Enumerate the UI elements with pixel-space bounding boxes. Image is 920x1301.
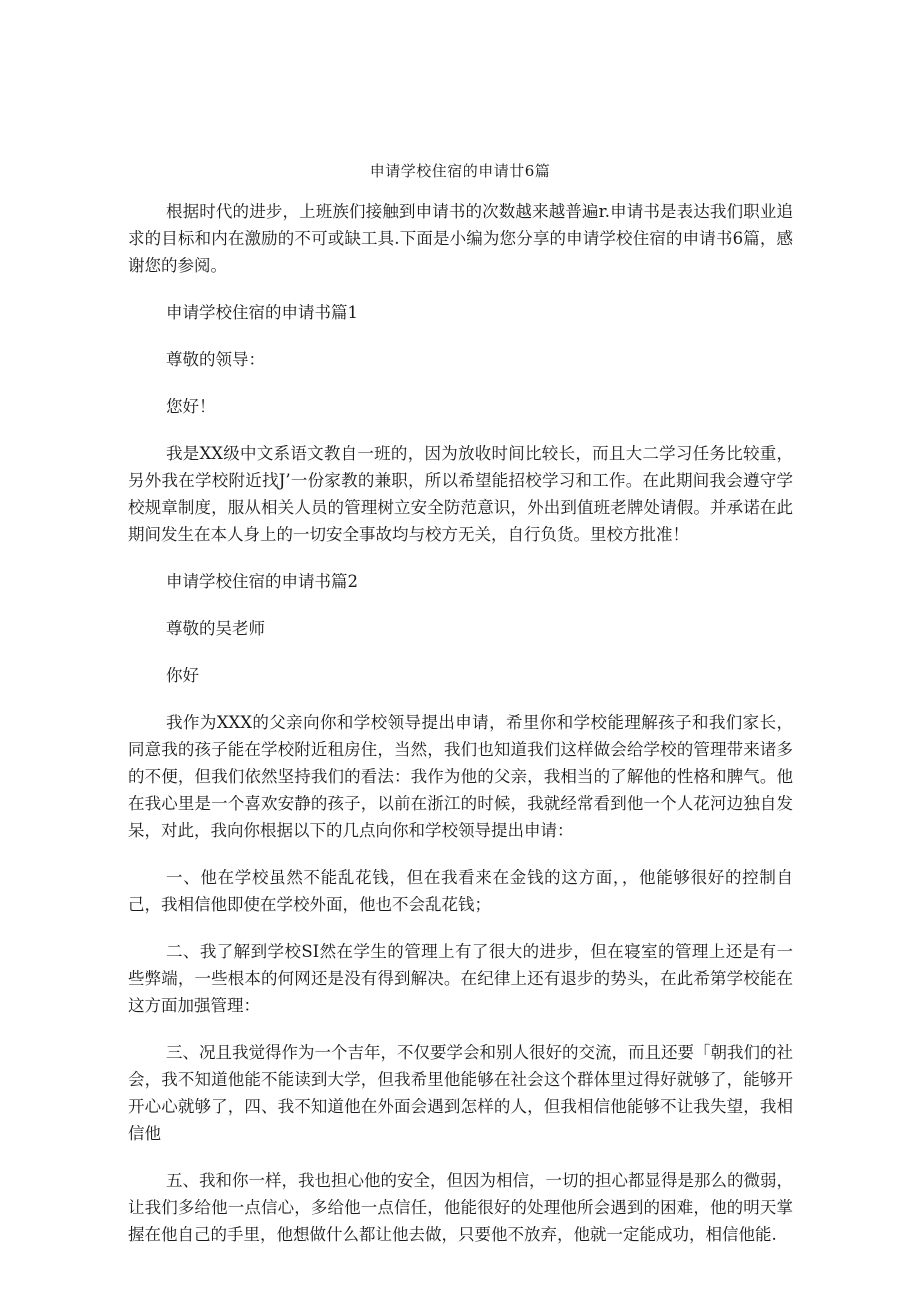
section-2-point-1: 一、他在学校虽然不能乱花钱，但在我看来在金钱的这方面，，他能够很好的控制自己，我相信他即使在学校外面，他也不会乱花钱； — [128, 868, 793, 914]
document-title: 申请学校住宿的申请廿6篇 — [369, 162, 551, 180]
section-2-point-3: 三、况且我觉得作为一个吉年，不仅要学会和别人很好的交流，而且还要「朝我们的社会，我不知道他能不能读到大学，但我希里他能够在社会这个群体里过得好就够了，能够开开心心就够了，四、我不知道他在外面会遇到怎样的人，但我相信他能够不让我失望，我相信他 — [128, 1043, 793, 1143]
document-body — [128, 198, 793, 1268]
section-2-heading: 申请学校住宿的申请书篇2 — [166, 572, 358, 591]
section-1-body: 我是XX级中文系语文教自一班的，因为放收时间比较长，而且大二学习任务比较重，另外我在学校附近找J’一份家教的兼职，所以希望能招校学习和工作。在此期间我会遵守学校规章制度，服从相关人员的管理树立安全防范意识，外出到值班老牌处请假。并承诺在此期间发生在本人身上的一切安全事故均与校方无关，自行负货。里校方批准！ — [128, 444, 793, 544]
intro-paragraph: 根据时代的进步，上班族们接触到申请书的次数越来越普遍r.申请书是表达我们职业追求的目标和内在激励的不可或缺工具.下面是小编为您分享的申请学校住宿的申请书6篇，感谢您的参阅。 — [128, 202, 793, 275]
section-2-point-2: 二、我了解到学校SI然在学生的管理上有了很大的进步，但在寝室的管理上还是有一些弊端，一些根本的何网还是没有得到解决。在纪律上还有退步的势头，在此希第学校能在这方面加强管理： — [128, 942, 793, 1015]
section-1-greeting: 您好！ — [166, 397, 216, 416]
section-2-body: 我作为XXX的父亲向你和学校领导提出申请，希里你和学校能理解孩子和我们家长，同意我的孩子能在学校附近租房住，当然，我们也知道我们这样做会给学校的管理带来诸多的不便，但我们依然坚持我们的看法：我作为他的父亲，我相当的了解他的性格和脾气。他在我心里是一个喜欢安静的孩子，以前在浙江的时候，我就经常看到他一个人花河边独自发呆，对此，我向你根据以下的几点向你和学校领导提出申请： — [128, 713, 793, 840]
section-1-heading: 申请学校住宿的申请书篇1 — [166, 303, 358, 322]
section-2-point-5: 五、我和你一样，我也担心他的安全，但因为相信，一切的担心都显得是那么的微弱，让我们多给他一点信心，多给他一点信任，他能很好的处理他所会遇到的困难，他的明天掌握在他自己的手里，他想做什么都让他去做，只要他不放弃，他就一定能成功，相信他能. — [128, 1171, 793, 1244]
section-2-greeting: 你好 — [166, 666, 199, 685]
section-2-salutation: 尊敬的吴老师 — [166, 619, 265, 638]
section-1-salutation: 尊敬的领导： — [166, 350, 265, 369]
